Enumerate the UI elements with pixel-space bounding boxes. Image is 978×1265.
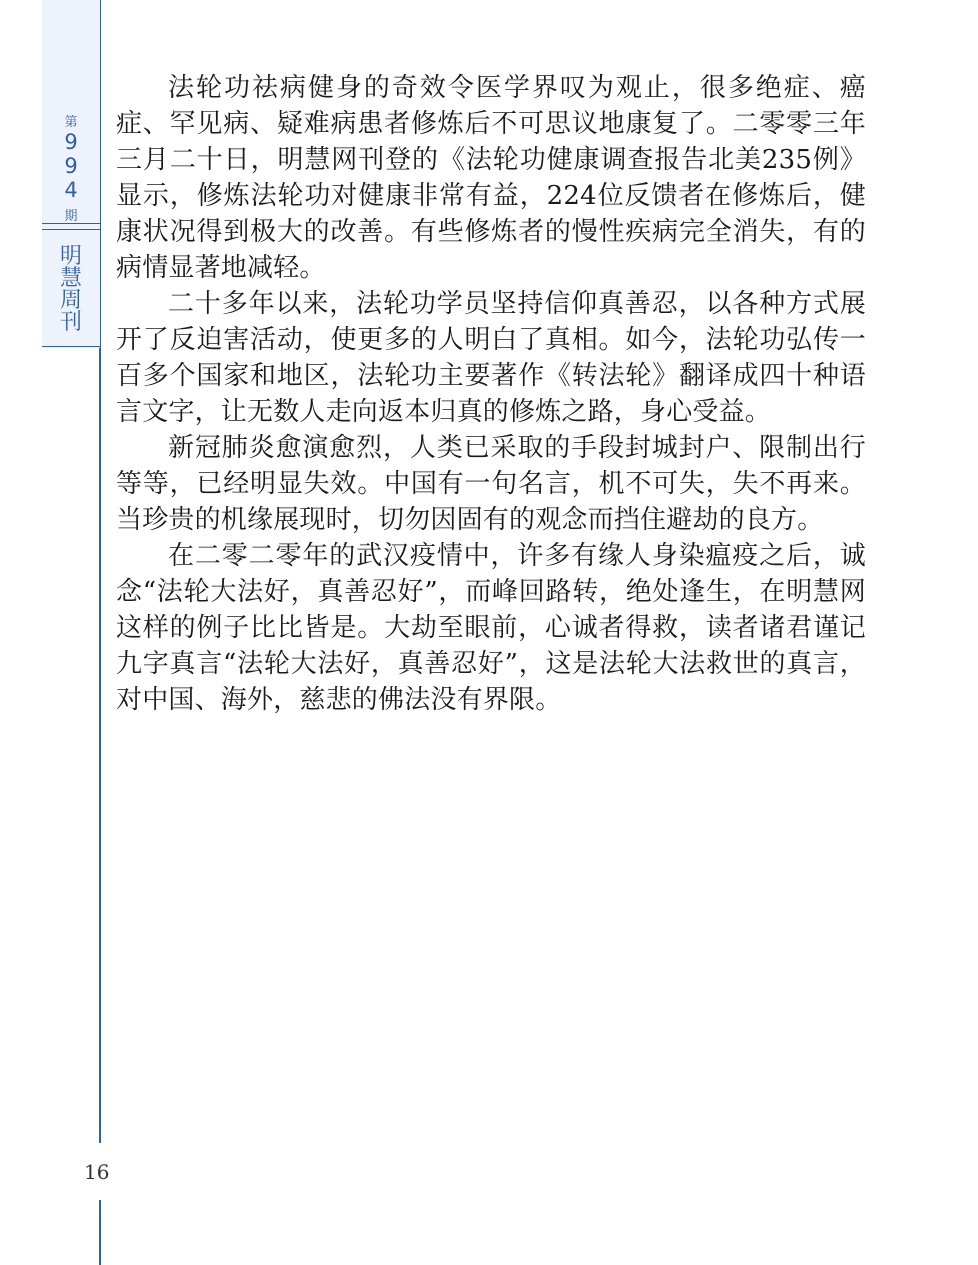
magazine-title: 明 慧 周 刊 bbox=[59, 244, 82, 335]
issue-prefix: 第 bbox=[64, 115, 78, 130]
paragraph: 二十多年以来，法轮功学员坚持信仰真善忍，以各种方式展开了反迫害活动，使更多的人明白了真相。如今，法轮功弘传一百多个国家和地区，法轮功主要著作《转法轮》翻译成四十种语言文字，让无数人走向返本归真的修炼之路，身心受益。 bbox=[116, 289, 866, 427]
tab-divider-lower bbox=[42, 229, 100, 230]
paragraph: 新冠肺炎愈演愈烈，人类已采取的手段封城封户、限制出行等等，已经明显失效。中国有一句名言，机不可失，失不再来。当珍贵的机缘展现时，切勿因固有的观念而挡住避劫的良方。 bbox=[116, 433, 866, 535]
issue-number: 9 9 4 bbox=[64, 130, 78, 202]
tab-divider-bottom bbox=[42, 346, 100, 347]
paragraph: 在二零二零年的武汉疫情中，许多有缘人身染瘟疫之后，诚念“法轮大法好，真善忍好”，而峰回路转，绝处逢生，在明慧网这样的例子比比皆是。大劫至眼前，心诚者得救，读者诸君谨记九字真言“法轮大法好，真善忍好”，这是法轮大法救世的真言，对中国、海外，慈悲的佛法没有界限。 bbox=[116, 541, 866, 715]
issue-side-tab bbox=[42, 0, 100, 348]
issue-suffix: 期 bbox=[64, 209, 78, 224]
margin-rule-bottom bbox=[99, 1200, 101, 1265]
paragraph: 法轮功祛病健身的奇效令医学界叹为观止，很多绝症、癌症、罕见病、疑难病患者修炼后不可思议地康复了。二零零三年三月二十日，明慧网刊登的《法轮功健康调查报告北美235例》显示，修炼法轮功对健康非常有益，224位反馈者在修炼后，健康状况得到极大的改善。有些修炼者的慢性疾病完全消失，有的病情显著地减轻。 bbox=[116, 73, 866, 283]
article-body bbox=[116, 70, 866, 718]
page-number: 16 bbox=[84, 1160, 110, 1184]
